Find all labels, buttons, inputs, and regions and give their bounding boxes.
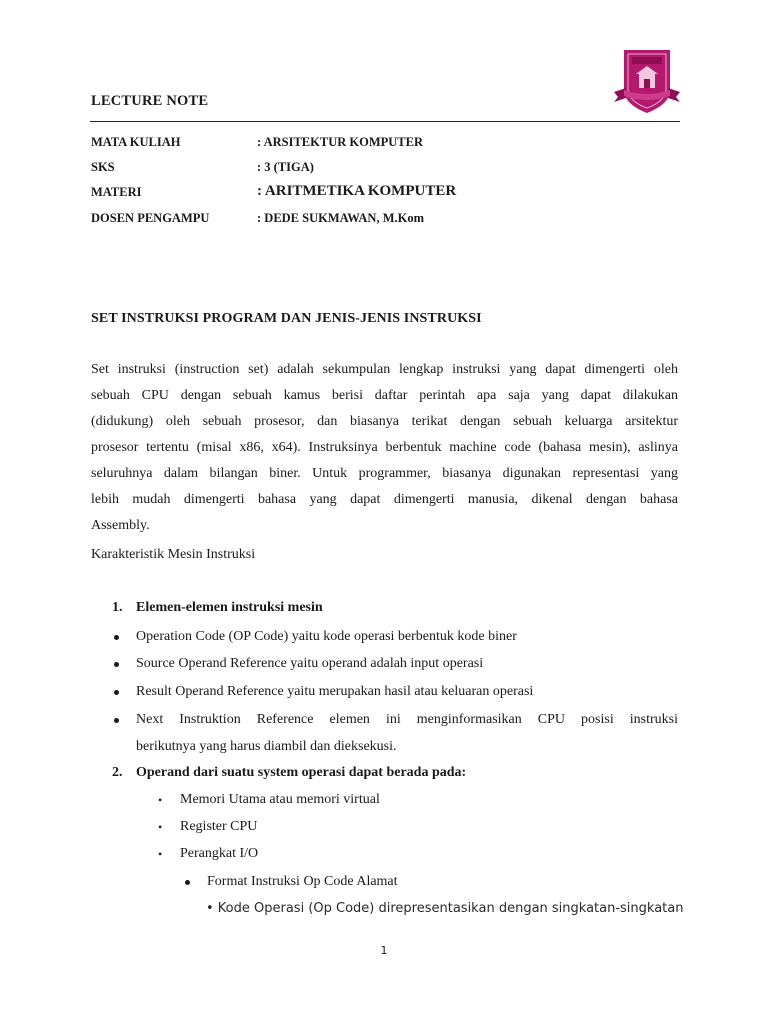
university-logo xyxy=(612,46,682,116)
meta-value: : ARSITEKTUR KOMPUTER xyxy=(257,135,423,149)
meta-label: SKS xyxy=(91,160,115,174)
bullet-icon: • xyxy=(158,793,163,807)
meta-label: MATA KULIAH xyxy=(91,135,181,149)
meta-value: : 3 (TIGA) xyxy=(257,160,314,174)
section-title: SET INSTRUKSI PROGRAM DAN JENIS-JENIS INSTRUKSI xyxy=(91,311,482,326)
list-number: 2. xyxy=(112,765,123,780)
intro-paragraph xyxy=(91,357,678,539)
list-item-text: berikutnya yang harus diambil dan dieksekusi. xyxy=(136,739,397,754)
meta-label: MATERI xyxy=(91,185,142,199)
bullet-icon: • xyxy=(158,820,163,834)
paragraph-line: lebih mudah dimengerti bahasa yang dapat dimengerti manusia, dikenal dengan bahasa xyxy=(91,492,678,507)
page-number: 1 xyxy=(380,944,388,957)
header-divider xyxy=(90,121,680,122)
list-item-text: Register CPU xyxy=(180,819,258,834)
list-item-text: Memori Utama atau memori virtual xyxy=(180,792,380,807)
bullet-dot-icon xyxy=(114,662,119,667)
list-heading: Operand dari suatu system operasi dapat berada pada: xyxy=(136,765,467,780)
list-item-text: Perangkat I/O xyxy=(180,846,259,861)
list-number: 1. xyxy=(112,600,123,615)
bullet-icon: • xyxy=(158,847,163,861)
sub-item-text: • Kode Operasi (Op Code) direpresentasikan dengan singkatan-singkatan xyxy=(206,901,684,916)
bullet-dot-icon xyxy=(114,690,119,695)
meta-label: DOSEN PENGAMPU xyxy=(91,211,210,225)
list-item-text: Result Operand Reference yaitu merupakan hasil atau keluaran operasi xyxy=(136,684,534,699)
meta-value: : DEDE SUKMAWAN, M.Kom xyxy=(257,211,425,225)
section-subtitle: Karakteristik Mesin Instruksi xyxy=(91,547,256,562)
paragraph-line: Assembly. xyxy=(91,518,150,533)
list-item-text: Format Instruksi Op Code Alamat xyxy=(207,874,398,889)
bullet-dot-icon xyxy=(114,635,119,640)
list-heading: Elemen-elemen instruksi mesin xyxy=(136,600,323,615)
paragraph-line: Set instruksi (instruction set) adalah sekumpulan lengkap instruksi yang dapat dimengerti oleh xyxy=(91,362,678,377)
bullet-dot-icon xyxy=(185,880,190,885)
meta-value: : ARITMETIKA KOMPUTER xyxy=(257,183,457,199)
list-item-text: Source Operand Reference yaitu operand adalah input operasi xyxy=(136,656,484,671)
paragraph-line: prosesor tertentu (misal x86, x64). Instruksinya berbentuk machine code (bahasa mesin), aslinya xyxy=(91,440,678,455)
bullet-dot-icon xyxy=(114,718,119,723)
paragraph-line: seluruhnya dalam bilangan biner. Untuk programmer, biasanya digunakan representasi yang xyxy=(91,466,678,481)
paragraph-line: sebuah CPU dengan sebuah kamus berisi daftar perintah apa saja yang dapat dilakukan xyxy=(91,388,678,403)
paragraph-line: (didukung) oleh sebuah prosesor, dan biasanya terikat dengan sebuah keluarga arsitektur xyxy=(91,414,678,429)
list-item-text: Operation Code (OP Code) yaitu kode operasi berbentuk kode biner xyxy=(136,629,517,644)
list-item-text: Next Instruktion Reference elemen ini menginformasikan CPU posisi instruksi xyxy=(136,712,678,727)
lecture-note-title: LECTURE NOTE xyxy=(91,93,209,109)
